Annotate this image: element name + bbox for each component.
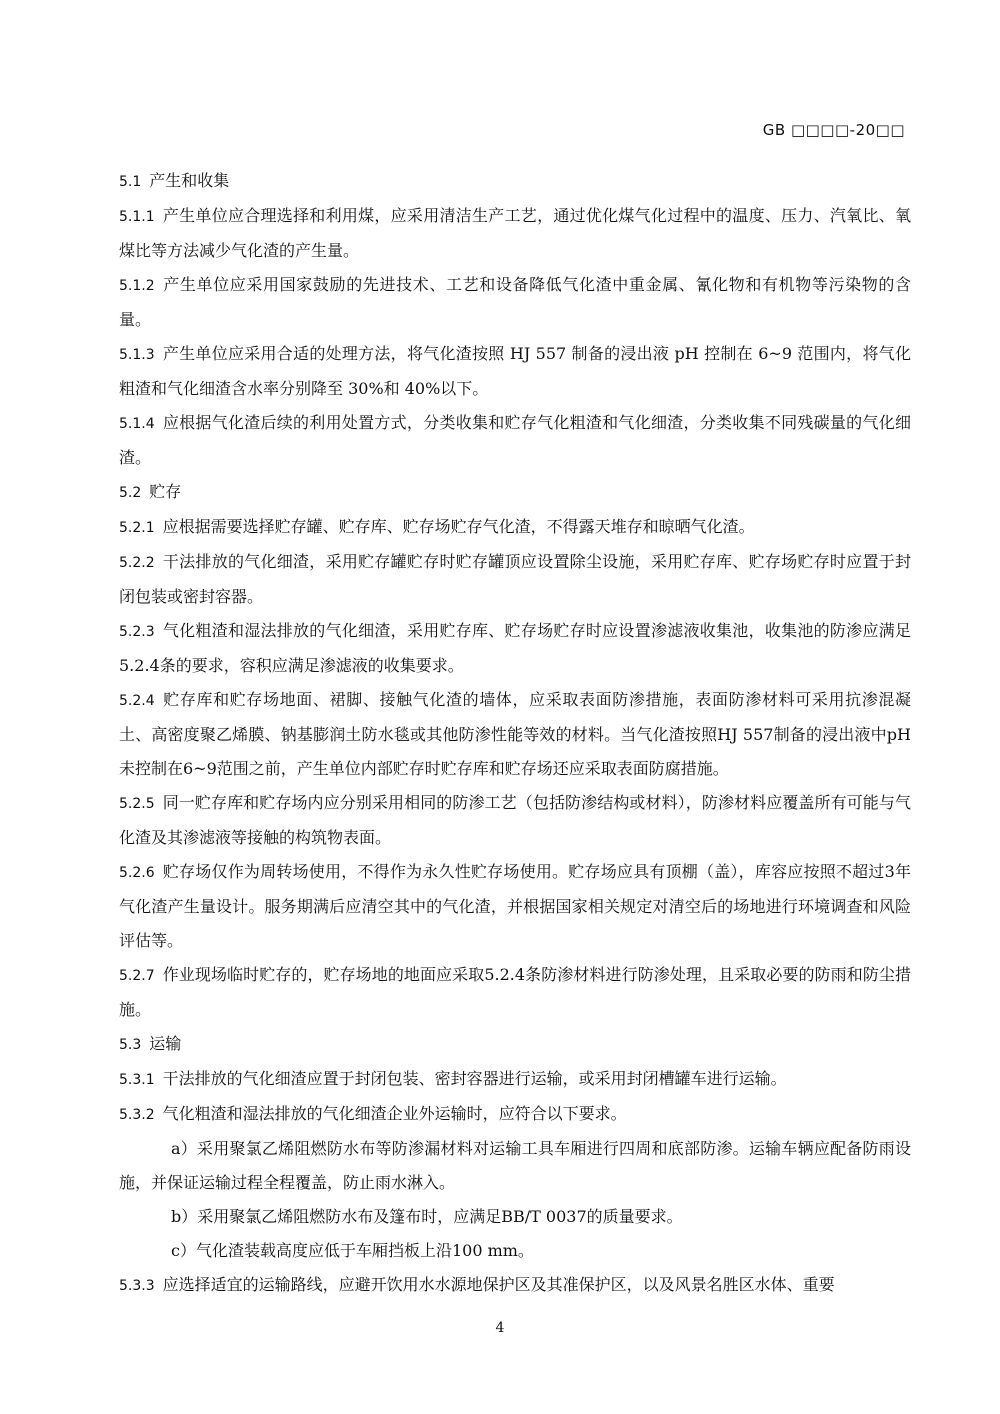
clause-number: 5.1.3 bbox=[119, 347, 155, 363]
clause-text: 产生单位应合理选择和利用煤，应采用清洁生产工艺，通过优化煤气化过程中的温度、压力、汽氧比、氧煤比等方法减少气化渣的产生量。 bbox=[119, 206, 911, 260]
clause-text: 产生单位应采用合适的处理方法，将气化渣按照 HJ 557 制备的浸出液 pH 控制在 6~9 范围内，将气化粗渣和气化细渣含水率分别降至 30%和 40%以下。 bbox=[119, 344, 911, 398]
clause-paragraph bbox=[119, 855, 911, 958]
clause-text: 产生和收集 bbox=[149, 171, 230, 190]
clause-paragraph bbox=[119, 337, 911, 406]
clause-paragraph bbox=[119, 1268, 911, 1303]
document-body bbox=[119, 164, 911, 1303]
section-heading bbox=[119, 1027, 911, 1062]
clause-text: 同一贮存库和贮存场内应分别采用相同的防渗工艺（包括防渗结构或材料），防渗材料应覆盖所有可能与气化渣及其渗滤液等接触的构筑物表面。 bbox=[119, 793, 911, 847]
clause-text: 气化粗渣和湿法排放的气化细渣，采用贮存库、贮存场贮存时应设置渗滤液收集池，收集池的防渗应满足5.2.4条的要求，容积应满足渗滤液的收集要求。 bbox=[119, 621, 911, 675]
clause-number: 5.2.3 bbox=[119, 624, 155, 640]
clause-number: 5.1 bbox=[119, 174, 142, 190]
clause-text: 应选择适宜的运输路线，应避开饮用水水源地保护区及其准保护区，以及风景名胜区水体、重要 bbox=[162, 1275, 835, 1294]
clause-text: 贮存 bbox=[149, 482, 182, 501]
clause-number: 5.3.1 bbox=[119, 1072, 155, 1088]
section-heading bbox=[119, 475, 911, 510]
clause-paragraph bbox=[119, 683, 911, 786]
list-item bbox=[119, 1132, 911, 1200]
clause-text: 作业现场临时贮存的，贮存场地的地面应采取5.2.4条防渗材料进行防渗处理，且采取必要的防雨和防尘措施。 bbox=[119, 965, 911, 1019]
clause-number: 5.2.5 bbox=[119, 796, 155, 812]
clause-text: 应根据需要选择贮存罐、贮存库、贮存场贮存气化渣，不得露天堆存和晾晒气化渣。 bbox=[162, 517, 755, 536]
clause-number: 5.2.4 bbox=[119, 693, 155, 709]
clause-paragraph bbox=[119, 958, 911, 1027]
clause-text: 干法排放的气化细渣应置于封闭包装、密封容器进行运输，或采用封闭槽罐车进行运输。 bbox=[162, 1069, 787, 1088]
clause-paragraph bbox=[119, 406, 911, 475]
clause-paragraph bbox=[119, 1062, 911, 1097]
list-item bbox=[119, 1234, 911, 1268]
clause-paragraph bbox=[119, 268, 911, 337]
clause-text: b）采用聚氯乙烯阻燃防水布及篷布时，应满足BB/T 0037的质量要求。 bbox=[171, 1207, 683, 1226]
clause-number: 5.3.3 bbox=[119, 1278, 155, 1294]
clause-number: 5.1.1 bbox=[119, 209, 155, 225]
clause-number: 5.2.2 bbox=[119, 555, 155, 571]
clause-number: 5.2.1 bbox=[119, 520, 155, 536]
clause-text: 运输 bbox=[149, 1034, 182, 1053]
clause-text: 贮存库和贮存场地面、裙脚、接触气化渣的墙体，应采取表面防渗措施，表面防渗材料可采用抗渗混凝土、高密度聚乙烯膜、钠基膨润土防水毯或其他防渗性能等效的材料。当气化渣按照HJ 557制备的浸出液中pH未控制在6~9范围之前，产生单位内部贮存时贮存库和贮存场还应采取表面防腐措施。 bbox=[119, 690, 911, 778]
clause-number: 5.2.7 bbox=[119, 968, 155, 984]
clause-text: 产生单位应采用国家鼓励的先进技术、工艺和设备降低气化渣中重金属、氰化物和有机物等污染物的含量。 bbox=[119, 275, 911, 329]
clause-number: 5.3 bbox=[119, 1037, 142, 1053]
page-number: 4 bbox=[495, 1320, 505, 1336]
clause-paragraph bbox=[119, 545, 911, 614]
clause-number: 5.2.6 bbox=[119, 865, 155, 881]
clause-paragraph bbox=[119, 614, 911, 683]
clause-text: 气化粗渣和湿法排放的气化细渣企业外运输时，应符合以下要求。 bbox=[162, 1104, 627, 1123]
clause-text: c）气化渣装载高度应低于车厢挡板上沿100 mm。 bbox=[171, 1241, 534, 1260]
clause-text: 应根据气化渣后续的利用处置方式，分类收集和贮存气化粗渣和气化细渣，分类收集不同残碳量的气化细渣。 bbox=[119, 413, 911, 467]
section-heading bbox=[119, 164, 911, 199]
clause-paragraph bbox=[119, 786, 911, 855]
clause-text: 干法排放的气化细渣，采用贮存罐贮存时贮存罐顶应设置除尘设施，采用贮存库、贮存场贮存时应置于封闭包装或密封容器。 bbox=[119, 552, 911, 606]
clause-number: 5.1.2 bbox=[119, 278, 155, 294]
clause-number: 5.2 bbox=[119, 485, 142, 501]
clause-text: 贮存场仅作为周转场使用，不得作为永久性贮存场使用。贮存场应具有顶棚（盖），库容应按照不超过3年气化渣产生量设计。服务期满后应清空其中的气化渣，并根据国家相关规定对清空后的场地进行环境调查和风险评估等。 bbox=[119, 862, 911, 950]
clause-paragraph bbox=[119, 1097, 911, 1132]
clause-paragraph bbox=[119, 510, 911, 545]
clause-number: 5.1.4 bbox=[119, 416, 155, 432]
clause-number: 5.3.2 bbox=[119, 1107, 155, 1123]
clause-text: a）采用聚氯乙烯阻燃防水布等防渗漏材料对运输工具车厢进行四周和底部防渗。运输车辆应配备防雨设施，并保证运输过程全程覆盖，防止雨水淋入。 bbox=[119, 1139, 911, 1192]
clause-paragraph bbox=[119, 199, 911, 268]
document-code: GB □□□□-20□□ bbox=[762, 121, 905, 139]
list-item bbox=[119, 1200, 911, 1234]
